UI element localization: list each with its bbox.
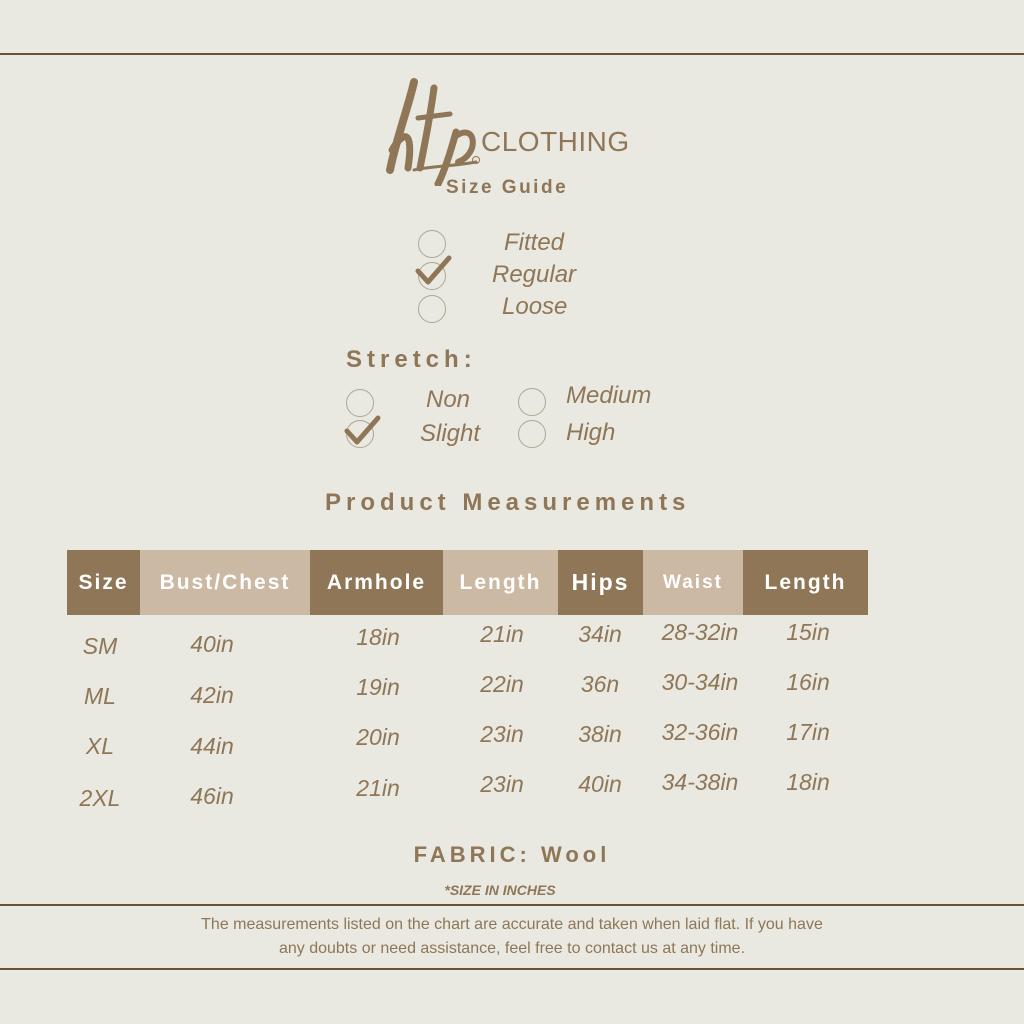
measurements-title: Product Measurements xyxy=(325,489,691,516)
stretch-slight-label: Slight xyxy=(420,420,481,447)
header-waist: Waist xyxy=(643,550,743,615)
table-cell: 32-36in xyxy=(661,719,739,745)
table-cell: 40in xyxy=(190,631,234,657)
fit-fitted-label: Fitted xyxy=(504,229,565,256)
table-cell: XL xyxy=(85,733,115,759)
footer-disclaimer xyxy=(150,913,874,961)
check-icon xyxy=(342,412,382,450)
size-note: *SIZE IN INCHES xyxy=(444,882,556,898)
table-cell: 16in xyxy=(786,669,830,695)
table-cell: 28-32in xyxy=(661,619,739,645)
table-cell: 44in xyxy=(190,733,234,759)
footer-line-2: any doubts or need assistance, feel free to contact us at any time. xyxy=(278,940,746,957)
table-cell: 22in xyxy=(480,671,524,697)
table-cell: 23in xyxy=(480,721,524,747)
table-cell: 17in xyxy=(786,719,830,745)
stretch-medium-radio[interactable] xyxy=(518,388,546,416)
footer-line-1: The measurements listed on the chart are accurate and taken when laid flat. If you have xyxy=(201,916,823,933)
table-cell: 20in xyxy=(356,724,400,750)
stretch-medium-label: Medium xyxy=(566,382,652,409)
table-cell: 21in xyxy=(480,621,524,647)
table-cell: 42in xyxy=(190,682,234,708)
brand-name: CLOTHING xyxy=(481,126,630,157)
table-cell: SM xyxy=(82,633,118,659)
table-cell: 19in xyxy=(356,674,400,700)
table-cell: 18in xyxy=(356,624,400,650)
table-cell: 36n xyxy=(580,671,620,697)
footer-bottom-divider xyxy=(0,968,1024,970)
header-bust-chest: Bust/Chest xyxy=(140,550,310,615)
header-length-2: Length xyxy=(743,550,868,615)
table-cell: 34-38in xyxy=(661,769,739,795)
table-cell: ML xyxy=(84,683,116,709)
stretch-title: Stretch: xyxy=(346,346,477,373)
header-length: Length xyxy=(443,550,558,615)
check-icon xyxy=(413,252,453,290)
table-cell: 30-34in xyxy=(661,669,739,695)
table-cell: 2XL xyxy=(79,785,121,811)
page-subtitle: Size Guide xyxy=(446,177,569,198)
table-cell: 15in xyxy=(786,619,830,645)
table-cell: 40in xyxy=(578,771,622,797)
table-cell: 46in xyxy=(190,783,234,809)
header-hips: Hips xyxy=(558,550,643,615)
top-divider xyxy=(0,53,1024,55)
stretch-non-label: Non xyxy=(426,386,471,413)
fabric-label: FABRIC: Wool xyxy=(413,842,611,867)
fit-loose-label: Loose xyxy=(502,293,568,320)
table-cell: 21in xyxy=(356,775,400,801)
fit-regular-label: Regular xyxy=(492,261,577,288)
table-cell: 38in xyxy=(578,721,622,747)
header-armhole: Armhole xyxy=(310,550,443,615)
table-cell: 18in xyxy=(786,769,830,795)
stretch-high-radio[interactable] xyxy=(518,420,546,448)
fit-loose-radio[interactable] xyxy=(418,295,446,323)
header-size: Size xyxy=(67,550,140,615)
stretch-high-label: High xyxy=(566,419,616,446)
footer-top-divider xyxy=(0,904,1024,906)
table-cell: 34in xyxy=(578,621,622,647)
table-cell: 23in xyxy=(480,771,524,797)
